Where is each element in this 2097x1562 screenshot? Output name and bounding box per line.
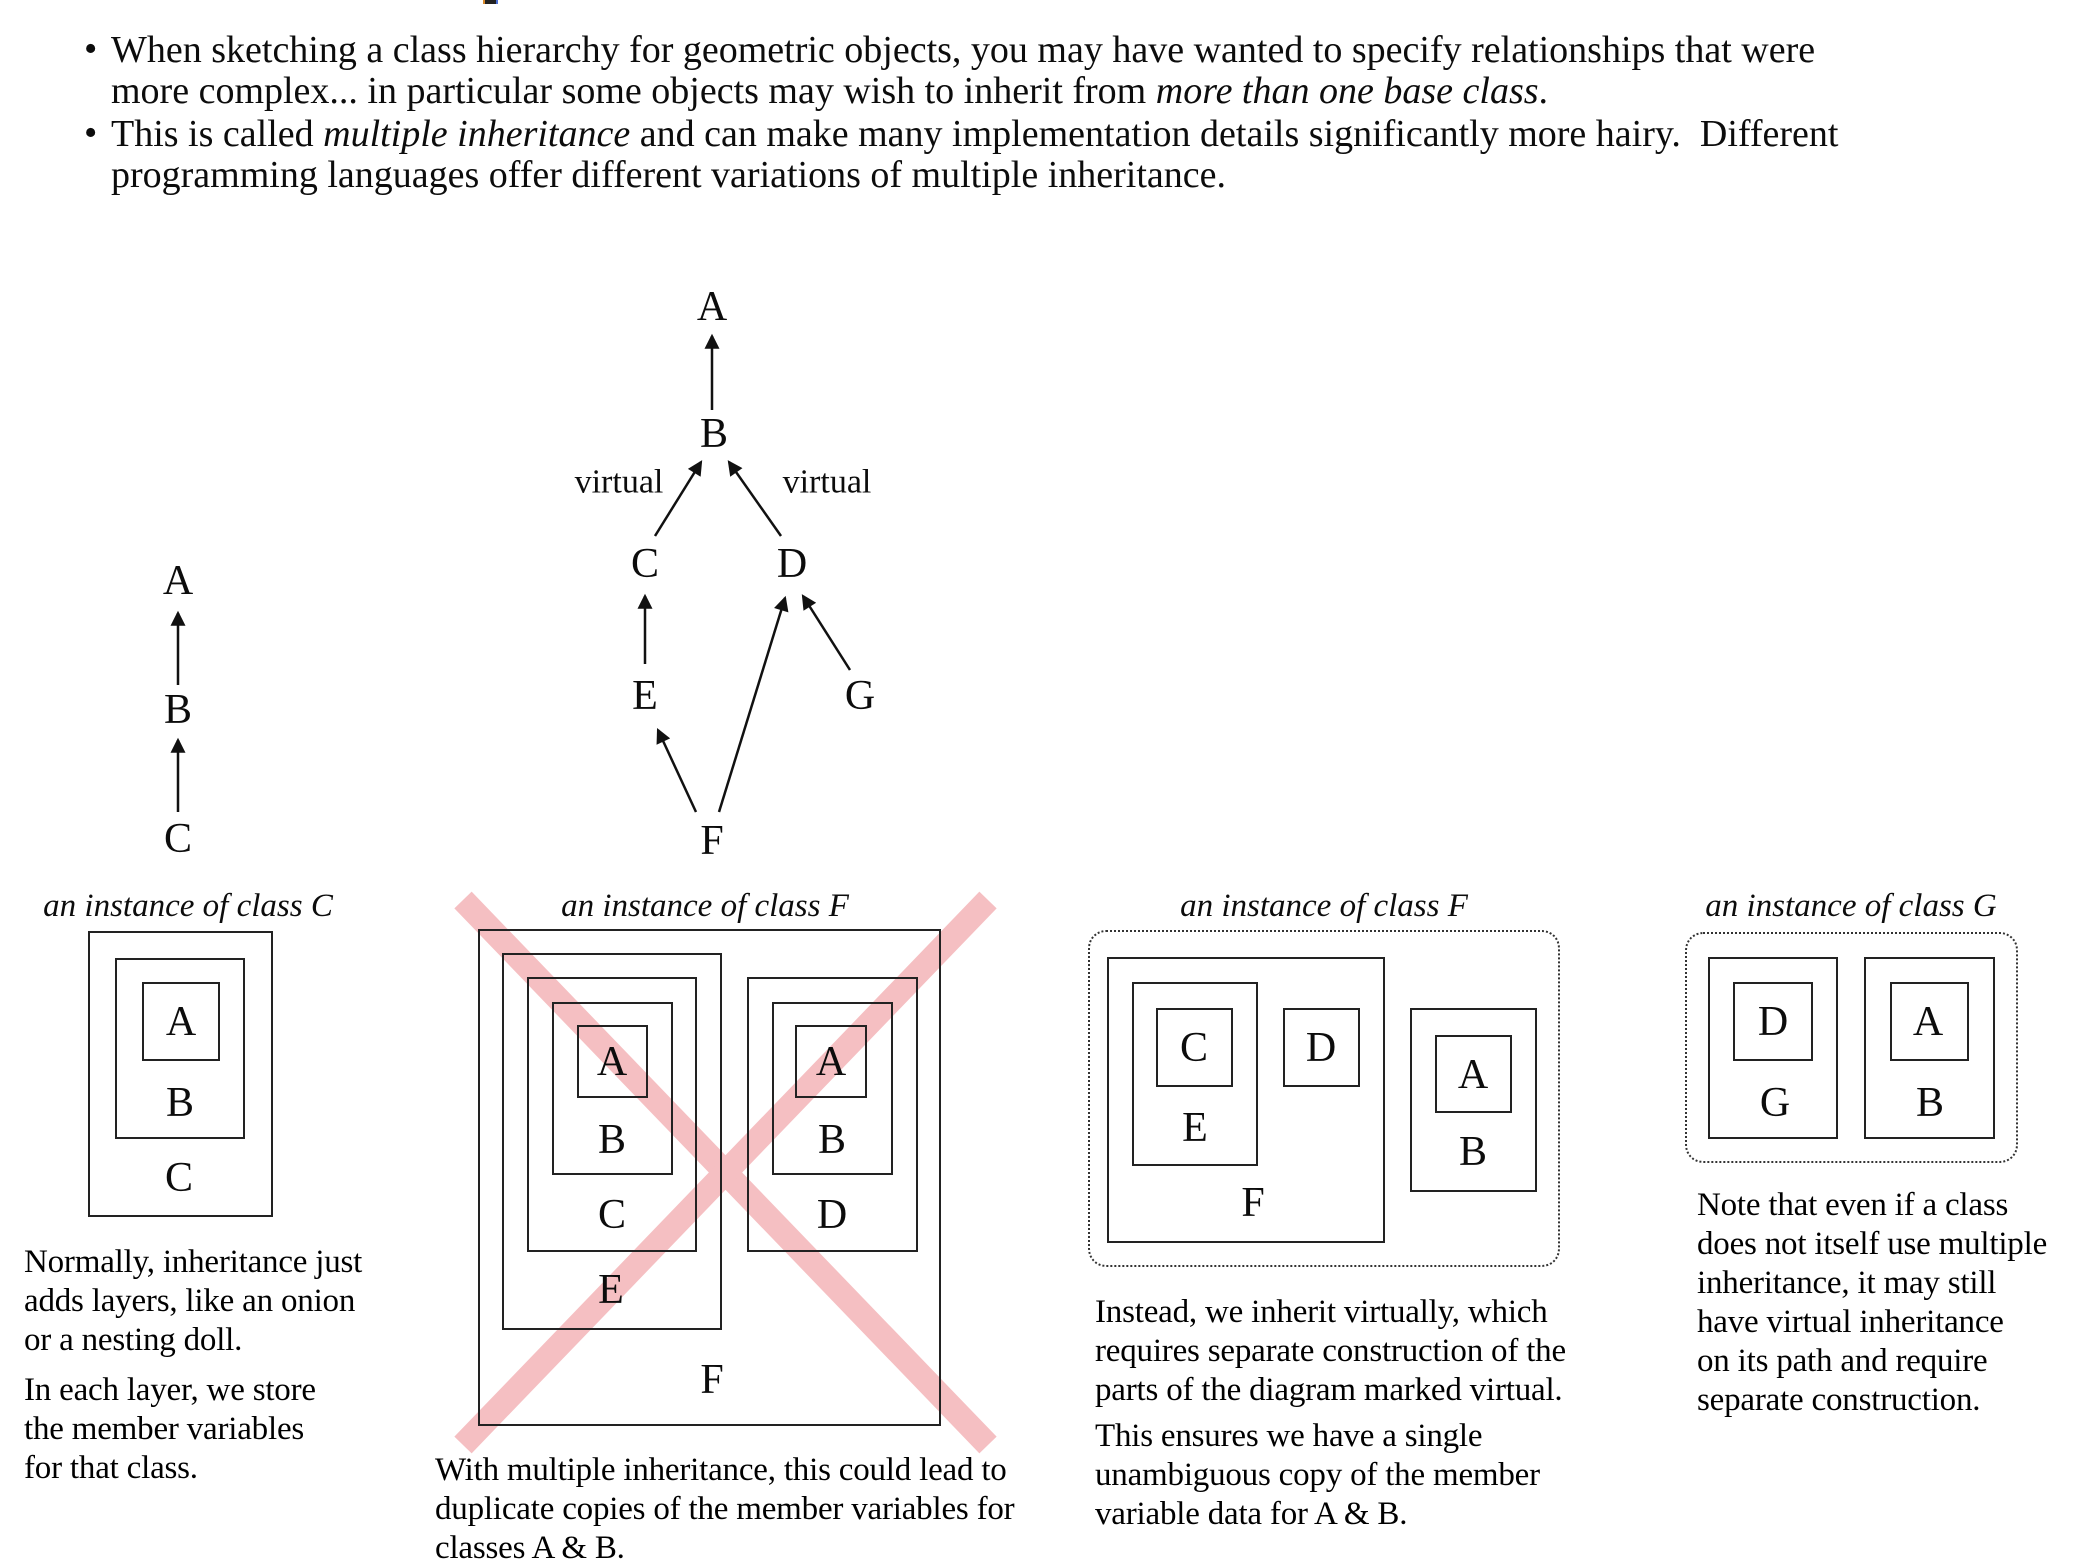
bullet-item-1 [84, 28, 2071, 112]
bullet-glyph: • [84, 28, 98, 70]
bullet-2-line-1 [111, 114, 2071, 155]
text-segment: This is called [111, 113, 324, 155]
caption-line: variable data for A & B. [1095, 1496, 1408, 1532]
arrow-f-to-d [719, 598, 785, 812]
box-label-a: A [1457, 1052, 1489, 1098]
caption-line: the member variables [24, 1411, 305, 1447]
box-label-e: E [1182, 1105, 1208, 1151]
bullet-2-line-2 [111, 155, 2071, 196]
caption-line: This ensures we have a single [1095, 1418, 1483, 1454]
caption-line: classes A & B. [435, 1530, 625, 1562]
box-label-a: A [165, 999, 197, 1045]
box-label-a-left: A [596, 1039, 628, 1085]
caption-line: does not itself use multiple [1697, 1226, 2048, 1262]
box-label-b-right: B [817, 1117, 847, 1163]
clipped-title-fragment [483, 0, 498, 4]
virtual-label-left: virtual [574, 463, 664, 501]
caption-virtual-inheritance-p1 [1095, 1293, 1566, 1410]
bullet-1-line-2 [111, 71, 2071, 112]
box-label-c: C [1179, 1025, 1209, 1071]
caption-line: requires separate construction of the [1095, 1333, 1566, 1369]
caption-line: Note that even if a class [1697, 1187, 2009, 1223]
box-label-b: B [165, 1080, 195, 1126]
caption-line: Normally, inheritance just [24, 1244, 363, 1280]
text-segment-italic: multiple inheritance [323, 113, 631, 155]
arrow-g-to-d [803, 596, 850, 670]
box-label-b-left: B [597, 1117, 627, 1163]
arrow-f-to-e [658, 730, 696, 812]
box-label-f: F [1241, 1180, 1265, 1226]
caption-line: With multiple inheritance, this could lead to [435, 1452, 1007, 1488]
box-label-a-right: A [815, 1039, 847, 1085]
diamond-node-c: C [630, 541, 660, 587]
figure-title-instance-g: an instance of class G [1705, 888, 1997, 924]
text-segment: . [1538, 70, 1549, 112]
caption-line: for that class. [24, 1450, 198, 1486]
bullet-glyph: • [84, 112, 98, 154]
box-label-g: G [1759, 1080, 1791, 1126]
figure-title-instance-c: an instance of class C [43, 888, 333, 924]
diamond-node-f: F [700, 818, 724, 864]
text-segment: more complex... in particular some objects may wish to inherit from [111, 70, 1156, 112]
chain-node-a: A [162, 558, 194, 604]
chain-node-b: B [163, 687, 193, 733]
figure-title-instance-f-bad: an instance of class F [561, 888, 849, 924]
figure-title-instance-f-good: an instance of class F [1180, 888, 1468, 924]
box-label-c: C [597, 1192, 627, 1238]
diamond-node-b: B [699, 411, 729, 457]
box-label-d: D [1305, 1025, 1337, 1071]
caption-line: on its path and require [1697, 1343, 1988, 1379]
text-segment-italic: more than one base class [1155, 70, 1539, 112]
bullet-1-line-1 [111, 30, 2071, 71]
box-label-a: A [1912, 999, 1944, 1045]
box-label-f: F [700, 1357, 724, 1403]
caption-line: inheritance, it may still [1697, 1265, 1997, 1301]
caption-line: unambiguous copy of the member [1095, 1457, 1540, 1493]
diamond-node-a: A [696, 284, 728, 330]
diamond-node-d: D [776, 541, 808, 587]
caption-line: have virtual inheritance [1697, 1304, 2004, 1340]
virtual-label-right: virtual [782, 463, 872, 501]
box-label-c: C [164, 1155, 194, 1201]
box-label-e: E [598, 1267, 624, 1313]
text-segment: programming languages offer different variations of multiple inheritance. [111, 154, 1227, 196]
text-segment: and can make many implementation details significantly more hairy. Different [630, 113, 1839, 155]
box-label-b: B [1458, 1129, 1488, 1175]
chain-node-c: C [163, 816, 193, 862]
caption-line: or a nesting doll. [24, 1322, 243, 1358]
box-label-b: B [1915, 1080, 1945, 1126]
box-label-d: D [816, 1192, 848, 1238]
caption-line: In each layer, we store [24, 1372, 316, 1408]
diamond-node-g: G [844, 673, 876, 719]
text-segment: When sketching a class hierarchy for geometric objects, you may have wanted to specify relationships that were [111, 29, 1816, 71]
diamond-node-e: E [632, 673, 658, 719]
box-label-d: D [1757, 999, 1789, 1045]
caption-line: Instead, we inherit virtually, which [1095, 1294, 1548, 1330]
caption-virtual-inheritance-p2 [1095, 1417, 1540, 1534]
caption-normal-inheritance-p1 [24, 1243, 362, 1360]
caption-line: adds layers, like an onion [24, 1283, 356, 1319]
caption-line: duplicate copies of the member variables for [435, 1491, 1015, 1527]
class-hierarchy-diagram [0, 200, 1020, 900]
caption-line: separate construction. [1697, 1382, 1981, 1418]
bullet-item-2 [84, 112, 2071, 196]
arrow-d-to-b-virtual [729, 462, 781, 536]
caption-line: parts of the diagram marked virtual. [1095, 1372, 1563, 1408]
caption-multiple-inheritance [435, 1451, 1014, 1562]
caption-note-virtual-path [1697, 1186, 2047, 1420]
caption-normal-inheritance-p2 [24, 1371, 316, 1488]
